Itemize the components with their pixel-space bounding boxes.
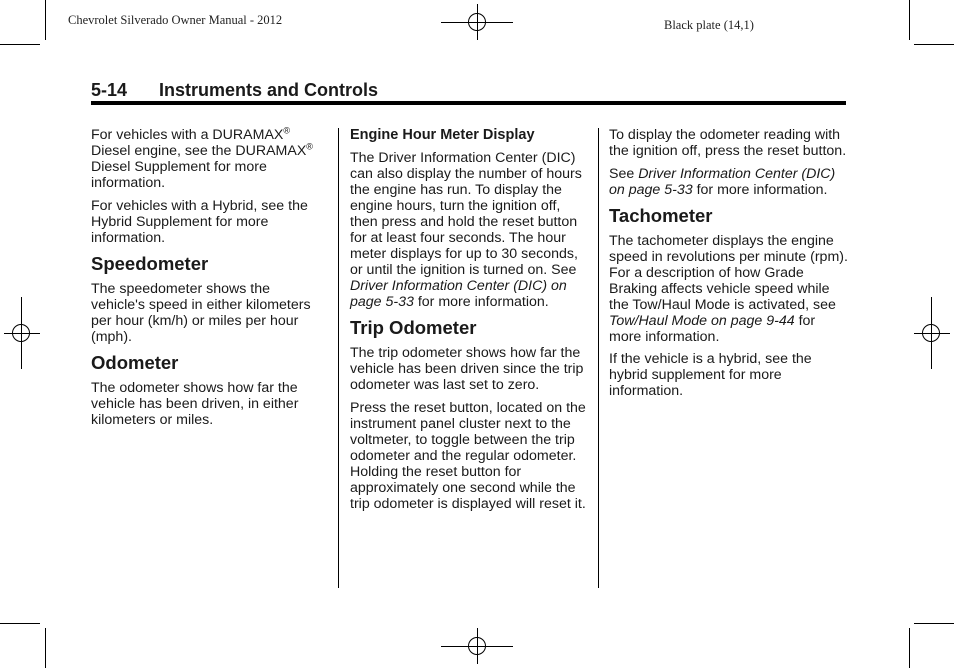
speedometer-text: The speedometer shows the vehicle's speed in either kilometers per hour (km/h) or miles per hour (mph).: [91, 280, 311, 345]
engine-hour-heading: Engine Hour Meter Display: [350, 127, 535, 143]
running-head: [91, 80, 378, 101]
tachometer-text: The tachometer displays the engine speed in revolutions per minute (rpm). For a description of how Grade Braking affects vehicle speed while the Tow/Haul Mode is activated, see Tow/Haul Mode on page 9-44 for more information.: [609, 232, 848, 345]
duramax-paragraph: For vehicles with a DURAMAX® Diesel engine, see the DURAMAX® Diesel Supplement for more information.: [91, 125, 313, 191]
column-2: [350, 127, 590, 518]
crop-mark: [914, 623, 954, 624]
speedometer-heading: Speedometer: [91, 252, 209, 274]
engine-hour-text: The Driver Information Center (DIC) can also display the number of hours the engine has run. To display the engine hours, turn the ignition off, then press and hold the reset button for at least four seconds. The hour meter displays for up to 30 seconds, or until the ignition is turned on. See Driver Information Center (DIC) on page 5-33 for more information.: [350, 150, 582, 310]
manual-title: Chevrolet Silverado Owner Manual - 2012: [68, 13, 283, 27]
dic-link[interactable]: Driver Information Center (DIC) on page 5-33: [609, 165, 836, 198]
plate-label: Black plate (14,1): [664, 18, 754, 32]
trip-odometer-text-2: Press the reset button, located on the instrument panel cluster next to the voltmeter, to toggle between the trip odometer and the regular odometer. Holding the reset button for approximately one second while the trip odometer is displayed will reset it.: [350, 399, 586, 512]
header-rule: [91, 101, 846, 105]
crop-mark: [45, 628, 46, 668]
column-3: [609, 127, 849, 406]
column-divider: [338, 128, 339, 588]
column-1: [91, 127, 327, 434]
odometer-ignition-text: To display the odometer reading with the ignition off, press the reset button.: [609, 127, 847, 159]
trip-odometer-heading: Trip Odometer: [350, 317, 477, 338]
crop-mark: [914, 44, 954, 45]
dic-reference: See Driver Information Center (DIC) on page 5-33 for more information.: [609, 165, 836, 198]
odometer-heading: Odometer: [91, 351, 179, 373]
column-divider: [598, 128, 599, 588]
crop-mark: [45, 0, 46, 40]
section-title: Instruments and Controls: [159, 80, 379, 100]
dic-link[interactable]: Driver Information Center (DIC) on page 5-33: [350, 278, 567, 310]
hybrid-tachometer-text: If the vehicle is a hybrid, see the hybrid supplement for more information.: [609, 351, 812, 399]
crop-mark: [909, 628, 910, 668]
trip-odometer-text-1: The trip odometer shows how far the vehicle has been driven since the trip odometer was last set to zero.: [350, 345, 584, 393]
tow-haul-link[interactable]: Tow/Haul Mode on page 9-44: [609, 312, 795, 329]
hybrid-paragraph: For vehicles with a Hybrid, see the Hybrid Supplement for more information.: [91, 197, 308, 246]
crop-mark: [0, 44, 40, 45]
tachometer-heading: Tachometer: [609, 204, 713, 226]
odometer-text: The odometer shows how far the vehicle has been driven, in either kilometers or miles.: [91, 379, 299, 428]
crop-mark: [0, 623, 40, 624]
page-number: 5-14: [91, 80, 128, 100]
crop-mark: [909, 0, 910, 40]
